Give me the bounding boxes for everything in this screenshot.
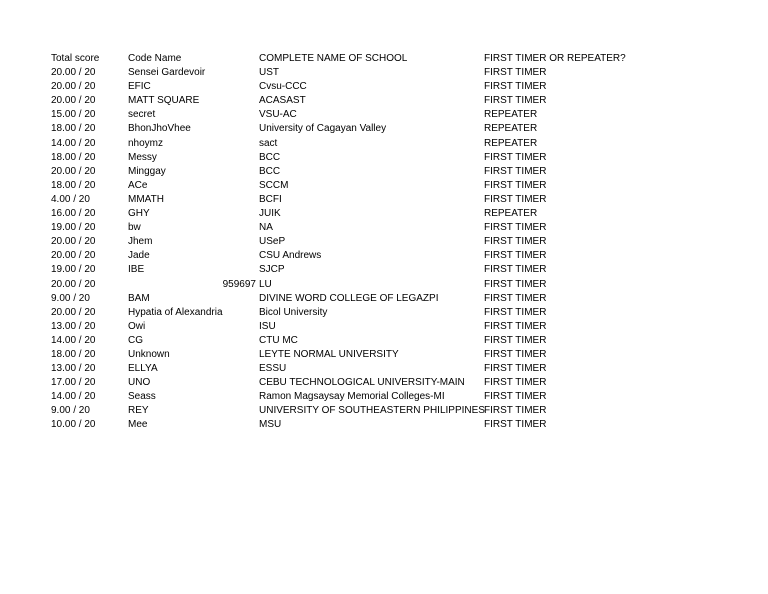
score-cell: 19.00 / 20 (51, 264, 96, 276)
table-row (51, 320, 651, 334)
table-row (51, 151, 651, 165)
table-row (51, 334, 651, 348)
table-row (51, 80, 651, 94)
code-name-cell: EFIC (128, 81, 151, 93)
score-cell: 20.00 / 20 (51, 165, 96, 177)
school-name-cell: University of Cagayan Valley (259, 123, 387, 135)
header-school-name: COMPLETE NAME OF SCHOOL (259, 53, 408, 64)
code-name-cell: Messy (128, 151, 157, 163)
score-cell: 14.00 / 20 (51, 391, 96, 403)
table-row (51, 137, 651, 151)
score-cell: 20.00 / 20 (51, 95, 96, 107)
score-cell: 13.00 / 20 (51, 363, 96, 375)
score-cell: 18.00 / 20 (51, 151, 96, 163)
status-cell: FIRST TIMER (484, 151, 547, 163)
table-row (51, 390, 651, 404)
code-name-cell: Jade (128, 250, 150, 262)
school-name-cell: SCCM (259, 179, 289, 191)
code-name-cell: IBE (128, 264, 145, 276)
status-cell: FIRST TIMER (484, 278, 547, 290)
code-name-cell: BhonJhoVhee (128, 123, 191, 135)
code-name-cell: Seass (128, 391, 156, 403)
school-name-cell: BCC (259, 165, 281, 177)
score-cell: 9.00 / 20 (51, 405, 90, 417)
table-row (51, 94, 651, 108)
table-row (51, 193, 651, 207)
code-name-cell: UNO (128, 377, 151, 389)
school-name-cell: BCFI (259, 193, 282, 205)
code-name-cell: Minggay (128, 165, 166, 177)
school-name-cell: CEBU TECHNOLOGICAL UNIVERSITY-MAIN (259, 377, 465, 389)
status-cell: FIRST TIMER (484, 405, 547, 417)
code-name-cell: BAM (128, 292, 150, 304)
score-table (51, 52, 651, 433)
status-cell: REPEATER (484, 109, 538, 121)
score-cell: 4.00 / 20 (51, 193, 90, 205)
code-name-cell: Sensei Gardevoir (128, 67, 206, 79)
table-row (51, 404, 651, 418)
score-cell: 18.00 / 20 (51, 123, 96, 135)
header-code-name: Code Name (128, 53, 182, 64)
status-cell: FIRST TIMER (484, 193, 547, 205)
table-row (51, 306, 651, 320)
score-cell: 14.00 / 20 (51, 334, 96, 346)
score-cell: 19.00 / 20 (51, 222, 96, 234)
score-cell: 20.00 / 20 (51, 306, 96, 318)
score-cell: 20.00 / 20 (51, 278, 96, 290)
score-cell: 20.00 / 20 (51, 250, 96, 262)
code-name-cell: Hypatia of Alexandria (128, 306, 223, 318)
status-cell: FIRST TIMER (484, 236, 547, 248)
school-name-cell: DIVINE WORD COLLEGE OF LEGAZPI (259, 292, 439, 304)
header-total-score: Total score (51, 53, 100, 64)
table-row (51, 179, 651, 193)
code-name-cell: MMATH (128, 193, 164, 205)
status-cell: REPEATER (484, 123, 538, 135)
score-cell: 9.00 / 20 (51, 292, 90, 304)
code-name-cell: Unknown (128, 348, 170, 360)
status-cell: FIRST TIMER (484, 320, 547, 332)
status-cell: FIRST TIMER (484, 264, 547, 276)
status-cell: FIRST TIMER (484, 391, 547, 403)
code-name-cell: Owi (128, 320, 146, 332)
status-cell: FIRST TIMER (484, 292, 547, 304)
table-body (51, 66, 651, 432)
table-row (51, 418, 651, 432)
school-name-cell: USeP (259, 236, 286, 248)
header-first-timer-or-repeater: FIRST TIMER OR REPEATER? (484, 53, 626, 64)
score-cell: 18.00 / 20 (51, 348, 96, 360)
status-cell: FIRST TIMER (484, 81, 547, 93)
code-name-cell: Mee (128, 419, 148, 431)
school-name-cell: ACASAST (259, 95, 306, 107)
school-name-cell: JUIK (259, 208, 281, 220)
school-name-cell: sact (259, 137, 278, 149)
table-row (51, 221, 651, 235)
school-name-cell: ISU (259, 320, 276, 332)
score-cell: 10.00 / 20 (51, 419, 96, 431)
school-name-cell: Ramon Magsaysay Memorial Colleges-MI (259, 391, 445, 403)
table-row (51, 66, 651, 80)
school-name-cell: ESSU (259, 363, 287, 375)
code-name-cell: ELLYA (128, 363, 158, 375)
table-row (51, 376, 651, 390)
code-name-cell: Jhem (128, 236, 153, 248)
school-name-cell: Bicol University (259, 306, 328, 318)
school-name-cell: Cvsu-CCC (259, 81, 307, 93)
school-name-cell: MSU (259, 419, 282, 431)
status-cell: FIRST TIMER (484, 179, 547, 191)
score-cell: 20.00 / 20 (51, 236, 96, 248)
status-cell: FIRST TIMER (484, 363, 547, 375)
table-row (51, 108, 651, 122)
school-name-cell: SJCP (259, 264, 285, 276)
school-name-cell: UST (259, 67, 279, 79)
code-name-cell: bw (128, 222, 141, 234)
status-cell: FIRST TIMER (484, 334, 547, 346)
school-name-cell: UNIVERSITY OF SOUTHEASTERN PHILIPPINES (259, 405, 485, 417)
status-cell: FIRST TIMER (484, 250, 547, 262)
table-row (51, 362, 651, 376)
status-cell: FIRST TIMER (484, 165, 547, 177)
status-cell: FIRST TIMER (484, 419, 547, 431)
status-cell: REPEATER (484, 208, 538, 220)
status-cell: FIRST TIMER (484, 377, 547, 389)
table-row (51, 278, 651, 292)
table-row (51, 249, 651, 263)
header-row (51, 52, 651, 66)
school-name-cell: LU (259, 278, 272, 290)
code-name-cell: MATT SQUARE (128, 95, 200, 107)
table-row (51, 165, 651, 179)
code-name-cell: 959697 (222, 278, 256, 290)
table-row (51, 207, 651, 221)
table-row (51, 348, 651, 362)
score-cell: 16.00 / 20 (51, 208, 96, 220)
score-cell: 20.00 / 20 (51, 67, 96, 79)
score-cell: 14.00 / 20 (51, 137, 96, 149)
school-name-cell: NA (259, 222, 273, 234)
status-cell: FIRST TIMER (484, 95, 547, 107)
school-name-cell: BCC (259, 151, 281, 163)
status-cell: FIRST TIMER (484, 348, 547, 360)
table-row (51, 292, 651, 306)
score-cell: 18.00 / 20 (51, 179, 96, 191)
code-name-cell: GHY (128, 208, 150, 220)
code-name-cell: REY (128, 405, 149, 417)
school-name-cell: CSU Andrews (259, 250, 322, 262)
status-cell: REPEATER (484, 137, 538, 149)
table-row (51, 235, 651, 249)
code-name-cell: secret (128, 109, 156, 121)
score-cell: 17.00 / 20 (51, 377, 96, 389)
school-name-cell: VSU-AC (259, 109, 297, 121)
score-cell: 20.00 / 20 (51, 81, 96, 93)
code-name-cell: ACe (128, 179, 148, 191)
status-cell: FIRST TIMER (484, 67, 547, 79)
code-name-cell: CG (128, 334, 143, 346)
score-cell: 15.00 / 20 (51, 109, 96, 121)
status-cell: FIRST TIMER (484, 306, 547, 318)
school-name-cell: LEYTE NORMAL UNIVERSITY (259, 348, 399, 360)
table-row (51, 263, 651, 277)
score-cell: 13.00 / 20 (51, 320, 96, 332)
code-name-cell: nhoymz (128, 137, 164, 149)
status-cell: FIRST TIMER (484, 222, 547, 234)
table-row (51, 122, 651, 136)
school-name-cell: CTU MC (259, 334, 298, 346)
